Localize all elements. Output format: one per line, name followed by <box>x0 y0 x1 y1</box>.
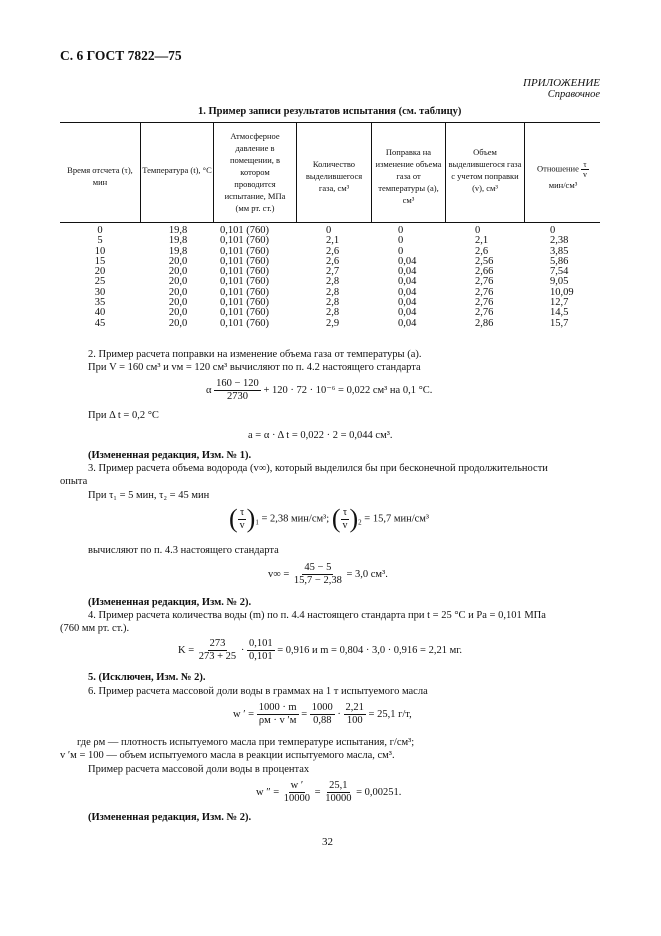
s6-f2-n1: w ′ <box>289 780 306 793</box>
col-time <box>60 226 140 329</box>
col-volume <box>475 226 519 329</box>
table-cell: 10,09 <box>550 286 574 298</box>
s4-f-d1: 273 + 25 <box>198 651 237 663</box>
table-cell: 2,8 <box>326 297 340 309</box>
table-cell: 40 <box>94 307 106 319</box>
table-cell: 2,76 <box>475 276 494 288</box>
table-cell: 3,85 <box>550 245 569 257</box>
table-cell: 45 <box>94 317 106 329</box>
s5: 5. (Исключен, Изм. № 2). <box>88 672 206 683</box>
table-cell: 0 <box>550 225 556 236</box>
header-pressure: Атмосферное давление в помещении, в котором проводится испытание, МПа (мм рт. ст.) <box>224 131 286 213</box>
s6-f2-d2: 10000 <box>325 793 352 805</box>
table-cell: 2,1 <box>326 235 340 247</box>
s3-line2: опыта <box>60 476 88 487</box>
table-cell: 30 <box>94 286 106 298</box>
table-cell: 5 <box>97 235 103 247</box>
table-cell: 0,04 <box>398 286 417 298</box>
s4-line2: (760 мм рт. ст.). <box>60 623 130 634</box>
s4-f-n1: 273 <box>208 638 228 651</box>
table-cell: 0,101 (760) <box>220 235 269 247</box>
table-cell: 0 <box>97 225 103 236</box>
s3-given: При τ₁ = 5 мин, τ₂ = 45 мин <box>88 490 210 501</box>
s2-f1-den: 2730 <box>226 391 248 403</box>
table-cell: 2,6 <box>475 245 489 257</box>
table-cell: 15,7 <box>550 317 569 329</box>
s3-f1a-val: = 2,38 мин/см³; <box>261 513 330 525</box>
table-cell: 0,04 <box>398 276 417 288</box>
table-cell: 0,101 (760) <box>220 317 269 329</box>
s6-f1-d2: 0,88 <box>313 715 332 727</box>
s6-heading: 6. Пример расчета массовой доли воды в граммах на 1 т испытуемого масла <box>88 686 428 697</box>
s6-f2-n2: 25,1 <box>327 780 349 793</box>
table-cell: 0,04 <box>398 297 417 309</box>
page-number: 32 <box>322 836 333 848</box>
table-cell: 20,0 <box>168 266 188 278</box>
s6-f1-d3: 100 <box>346 715 363 727</box>
header-temperature: Температура (t), °C <box>142 165 212 175</box>
col-ratio <box>550 226 596 329</box>
header-correction: Поправка на изменение объема газа от температуры (a), см³ <box>375 147 442 205</box>
s4-f-rest: = 0,916 и m = 0,804 · 3,0 · 0,916 = 2,21 мг. <box>277 644 462 656</box>
edit-note-2a: (Измененная редакция, Изм. № 2). <box>88 597 252 608</box>
s4-f-dot: · <box>240 644 245 656</box>
col-pressure <box>220 226 296 329</box>
table-title: 1. Пример записи результатов испытания (см. таблицу) <box>198 106 462 117</box>
s3-f2-rest: = 3,0 см³. <box>346 568 388 580</box>
table-cell: 35 <box>94 297 106 309</box>
table-cell: 2,76 <box>475 297 494 309</box>
table-cell: 0 <box>398 245 404 257</box>
s3-f1a-sub: 1 <box>255 518 259 527</box>
table-cell: 2,1 <box>475 235 489 247</box>
s3-formula-2 <box>268 562 388 587</box>
col-gas-amount <box>326 226 366 329</box>
s6-percent: Пример расчета массовой доли воды в процентах <box>88 764 310 775</box>
table-cell: 15 <box>94 255 106 267</box>
s2-heading: 2. Пример расчета поправки на изменение объема газа от температуры (a). <box>88 349 422 360</box>
s6-f2-rest: = 0,00251. <box>356 786 402 798</box>
table-cell: 9,05 <box>550 276 569 288</box>
table-cell: 20,0 <box>168 286 188 298</box>
s3-f1b-num: τ <box>342 507 347 518</box>
table-cell: 2,7 <box>326 266 340 278</box>
appendix-subtitle: Справочное <box>547 89 600 100</box>
s4-line1: 4. Пример расчета количества воды (m) по п. 4.4 настоящего стандарта при t = 25 °С и Pа = 0,101 МПа <box>88 610 546 621</box>
table-cell: 0,101 (760) <box>220 297 269 309</box>
s3-f2-lead: v∞ = <box>268 568 290 580</box>
table-cell: 0,04 <box>398 317 417 329</box>
table-cell: 12,7 <box>550 297 569 309</box>
table-cell: 2,8 <box>326 276 340 288</box>
table-cell: 0 <box>326 225 332 236</box>
s3-f1b-val: = 15,7 мин/см³ <box>364 513 430 525</box>
table-cell: 2,76 <box>475 286 494 298</box>
s6-formula-2 <box>256 780 401 805</box>
table-cell: 2,38 <box>550 235 569 247</box>
table-cell: 0,101 (760) <box>220 225 269 236</box>
s2-dt: При Δ t = 0,2 °С <box>88 410 159 421</box>
s6-f1-rest: = 25,1 г/т, <box>368 708 412 720</box>
table-cell: 7,54 <box>550 266 569 278</box>
table-cell: 2,76 <box>475 307 494 319</box>
s2-f1-num: 160 − 120 <box>214 378 261 391</box>
s6-f1-eq: = <box>301 708 308 720</box>
table-cell: 2,8 <box>326 286 340 298</box>
table-cell: 19,8 <box>168 225 188 236</box>
table-cell: 0 <box>398 225 404 236</box>
s6-f2-lead: w ″ = <box>256 786 280 798</box>
header-ratio-num: τ <box>583 160 587 169</box>
s3-f2-num: 45 − 5 <box>302 562 333 575</box>
header-ratio-den: v <box>582 170 587 180</box>
s3-f1b-den: v <box>342 519 348 531</box>
table-cell: 20,0 <box>168 317 188 329</box>
s6-where-2: v ′м = 100 — объем испытуемого масла в реакции испытуемого масла, см³. <box>60 750 395 761</box>
table-cell: 2,6 <box>326 255 340 267</box>
s2-f1-rest: + 120 · 72 · 10⁻⁶ = 0,022 см³ на 0,1 °С. <box>263 384 433 396</box>
table-cell: 0,101 (760) <box>220 307 269 319</box>
header-ratio-prefix: Отношение <box>537 163 579 174</box>
table-cell: 5,86 <box>550 255 569 267</box>
table-cell: 20,0 <box>168 307 188 319</box>
s2-formula-2: a = α · Δ t = 0,022 · 2 = 0,044 см³. <box>248 430 393 441</box>
s6-f1-lead: w ′ = <box>233 708 255 720</box>
s4-f-lead: K = <box>178 644 195 656</box>
col-temperature <box>148 226 208 329</box>
s3-f1a-num: τ <box>240 507 245 518</box>
table-cell: 2,9 <box>326 317 340 329</box>
s4-f-d2: 0,101 <box>248 651 273 663</box>
s6-f1-n3: 2,21 <box>344 702 366 715</box>
table-cell: 20,0 <box>168 276 188 288</box>
header-time: Время отсчета (τ), мин <box>67 165 133 187</box>
edit-note-2b: (Измененная редакция, Изм. № 2). <box>88 812 252 823</box>
s4-formula <box>178 638 462 663</box>
table-cell: 0,04 <box>398 307 417 319</box>
s6-formula-1 <box>233 702 412 727</box>
table-cell: 0,04 <box>398 266 417 278</box>
s2-formula-1 <box>206 378 432 403</box>
s3-f1a-den: v <box>239 519 245 531</box>
s3-f1b-sub: 2 <box>358 518 362 527</box>
table-cell: 20,0 <box>168 255 188 267</box>
table-cell: 0,101 (760) <box>220 255 269 267</box>
s2-f1-lead: α <box>206 384 212 396</box>
table-cell: 25 <box>94 276 106 288</box>
table-cell: 19,8 <box>168 235 188 247</box>
page-header: С. 6 ГОСТ 7822—75 <box>60 48 182 63</box>
header-ratio-unit: мин/см³ <box>548 180 578 191</box>
table-cell: 10 <box>94 245 106 257</box>
appendix-title: ПРИЛОЖЕНИЕ <box>523 77 600 89</box>
header-gas-amount: Количество выделившегося газа, см³ <box>305 159 363 193</box>
table-cell: 0,101 (760) <box>220 245 269 257</box>
table-cell: 2,56 <box>475 255 494 267</box>
results-table <box>60 122 600 342</box>
s3-calc: вычисляют по п. 4.3 настоящего стандарта <box>88 545 279 556</box>
s6-f1-n1: 1000 · m <box>257 702 299 715</box>
s6-f2-eq: = <box>314 786 321 798</box>
edit-note-1: (Измененная редакция, Изм. № 1). <box>88 450 252 461</box>
header-ratio <box>526 160 600 191</box>
s6-f1-d1: ρм · v ′м <box>258 715 297 727</box>
table-cell: 0 <box>398 235 404 247</box>
table-cell: 0,101 (760) <box>220 286 269 298</box>
s3-line1: 3. Пример расчета объема водорода (v∞), который выделился бы при бесконечной продолжительности <box>88 463 548 474</box>
table-cell: 2,6 <box>326 245 340 257</box>
table-cell: 0,101 (760) <box>220 266 269 278</box>
table-cell: 2,8 <box>326 307 340 319</box>
table-cell: 0,101 (760) <box>220 276 269 288</box>
s3-f2-den: 15,7 − 2,38 <box>293 575 342 587</box>
s6-f1-dot: · <box>337 708 341 720</box>
table-cell: 19,8 <box>168 245 188 257</box>
table-cell: 0,04 <box>398 255 417 267</box>
table-cell: 20,0 <box>168 297 188 309</box>
s4-f-n2: 0,101 <box>247 638 275 651</box>
s3-formula-1: ( $\frac{\tau}{v}$ )$_1 = 2,38$ мин/см³; ( $\frac{\tau}{v}$ )$_2 = 15,7$ мин/см³ <box>229 504 430 533</box>
table-cell: 2,86 <box>475 317 494 329</box>
s2-given: При V = 160 см³ и vм = 120 см³ вычисляют по п. 4.2 настоящего стандарта <box>88 362 421 373</box>
s6-f1-n2: 1000 <box>310 702 335 715</box>
s6-where-1: где ρм — плотность испытуемого масла при температуре испытания, г/см³; <box>77 737 415 748</box>
table-cell: 20 <box>94 266 106 278</box>
header-volume: Объем выделившегося газа с учетом поправки (v), см³ <box>448 147 522 193</box>
table-cell: 14,5 <box>550 307 569 319</box>
table-cell: 2,66 <box>475 266 494 278</box>
table-cell: 0 <box>475 225 481 236</box>
s6-f2-d1: 10000 <box>283 793 311 805</box>
col-correction <box>398 226 438 329</box>
